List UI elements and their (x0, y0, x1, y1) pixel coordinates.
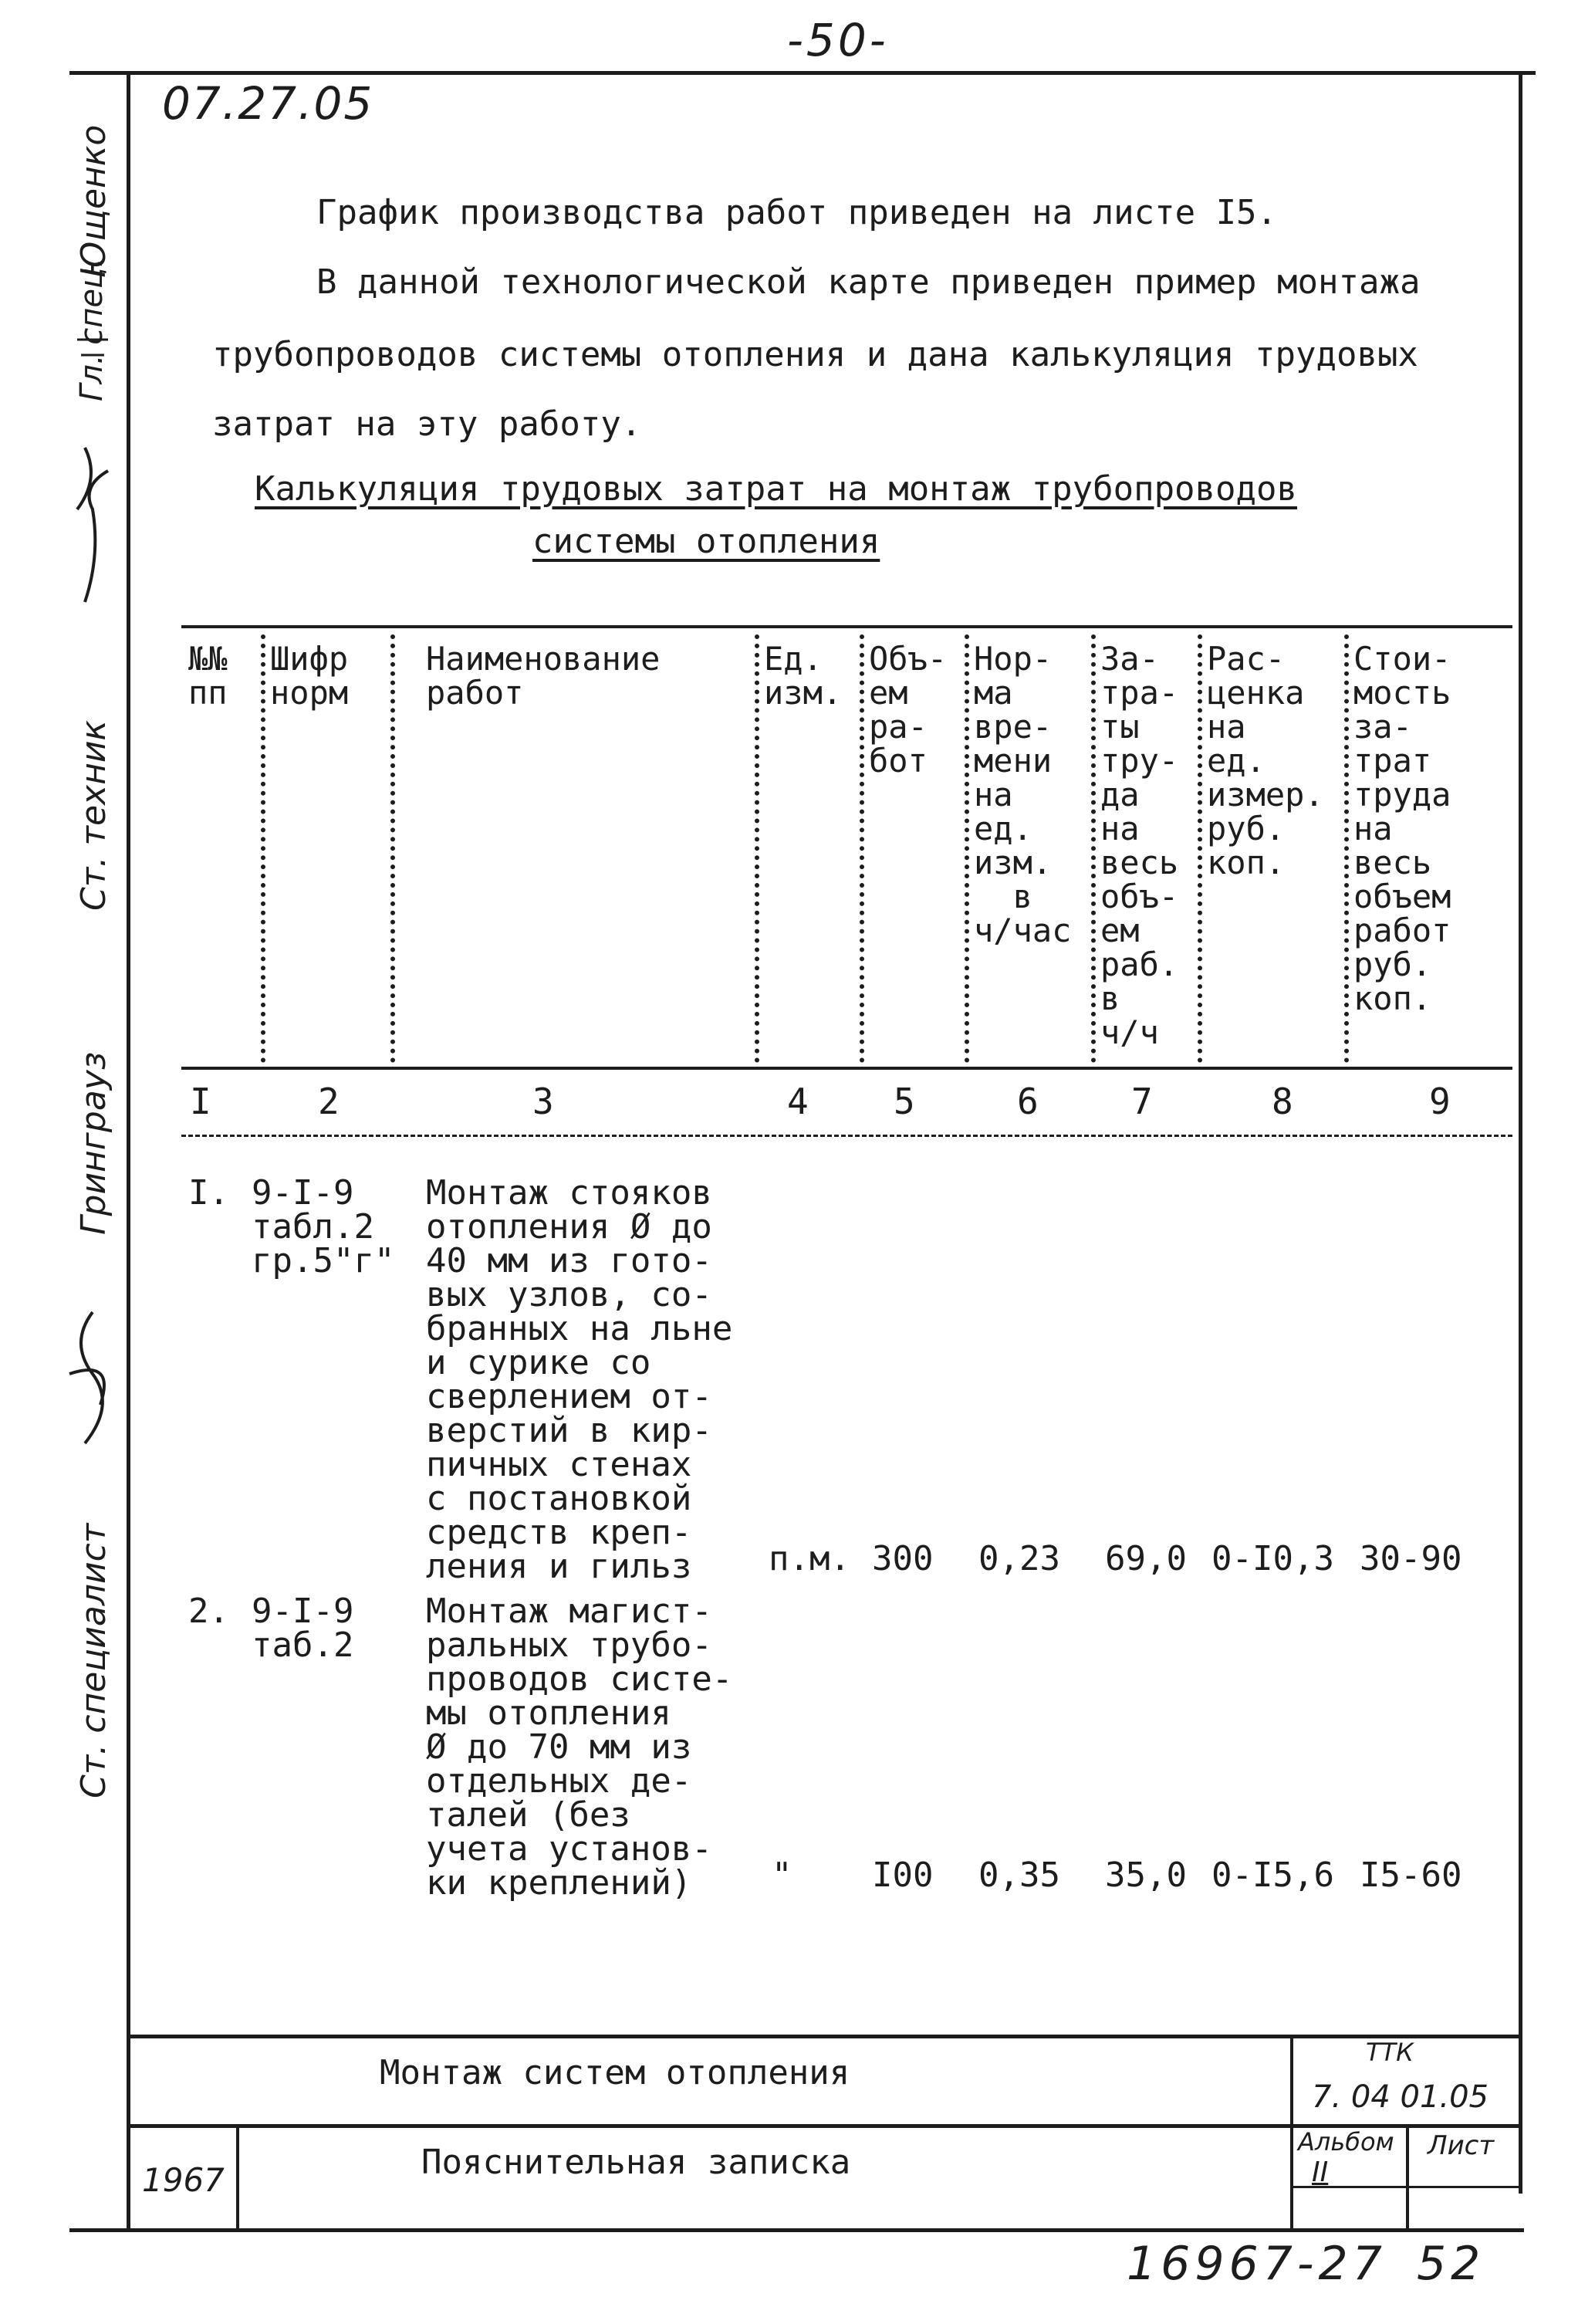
col-divider-8 (1344, 634, 1349, 1063)
header-cost: Стои- мость за- трат труда на весь объем работ руб. коп. (1353, 640, 1451, 1017)
col-divider-7 (1198, 634, 1202, 1063)
header-volume: Объ- ем ра- бот (869, 640, 948, 780)
header-number: №№ пп (188, 640, 228, 712)
margin-signature-2: Ющенко (74, 124, 113, 278)
table-row-2-rate: 0-I5,6 (1211, 1855, 1334, 1895)
table-row-2-unit: " (772, 1855, 792, 1895)
bottom-sheet-number: 52 (1417, 2237, 1485, 2291)
column-number-7: 7 (1131, 1081, 1153, 1122)
titleblock-ttk-label: ТТК (1366, 2038, 1414, 2067)
table-row-1-volume: 300 (872, 1539, 934, 1578)
table-numbers-dashed-line (181, 1135, 1512, 1137)
table-header-bottom-line (181, 1067, 1512, 1070)
column-number-9: 9 (1429, 1081, 1451, 1122)
table-row-1-code: 9-I-9 табл.2 гр.5"г" (252, 1173, 395, 1280)
titleblock-sheet-divider (1406, 2124, 1409, 2232)
bottom-document-number: 16967-27 (1127, 2237, 1387, 2291)
table-row-2-norm: 0,35 (978, 1855, 1060, 1895)
frame-right-line (1519, 71, 1522, 2194)
table-row-2-cost: I5-60 (1360, 1855, 1462, 1895)
col-divider-4 (860, 634, 864, 1063)
table-row-2-volume: I00 (872, 1855, 934, 1895)
margin-signature-3: Ст. техник (74, 719, 113, 911)
table-title-line-1: Калькуляция трудовых затрат на монтаж трубопроводов (255, 469, 1298, 509)
margin-scribbles (54, 108, 139, 1806)
table-row-2-number: 2. (188, 1592, 229, 1631)
col-divider-1 (261, 634, 265, 1063)
titleblock-top-line (127, 2035, 1522, 2038)
table-title-line-2: системы отопления (532, 522, 880, 561)
paragraph-line-2: трубопроводов системы отопления и дана калькуляция трудовых (212, 335, 1418, 374)
margin-signature-1: Гл. спец. (74, 258, 110, 401)
frame-top-line (69, 71, 1536, 75)
titleblock-year-divider (236, 2124, 239, 2232)
titleblock-year: 1967 (142, 2161, 225, 2199)
col-divider-5 (965, 634, 969, 1063)
titleblock-ttk-code: 7. 04 01.05 (1312, 2079, 1489, 2115)
titleblock-right-divider (1290, 2035, 1293, 2232)
titleblock-sheet-label: Лист (1428, 2130, 1495, 2161)
column-number-6: 6 (1017, 1081, 1039, 1122)
table-row-1-cost: 30-90 (1360, 1539, 1462, 1578)
column-number-8: 8 (1272, 1081, 1293, 1122)
header-unit: Ед. изм. (764, 640, 843, 712)
column-number-2: 2 (318, 1081, 340, 1122)
table-row-1-rate: 0-I0,3 (1211, 1539, 1334, 1578)
table-row-1-norm: 0,23 (978, 1539, 1060, 1578)
col-divider-3 (755, 634, 759, 1063)
table-top-line (181, 625, 1512, 628)
paragraph-line-1: В данной технологической карте приведен пример монтажа (316, 262, 1421, 302)
column-number-5: 5 (894, 1081, 915, 1122)
col-divider-2 (390, 634, 395, 1063)
header-name: Наименование работ (426, 640, 661, 712)
column-number-4: 4 (787, 1081, 809, 1122)
titleblock-album-value: II (1312, 2157, 1329, 2188)
titleblock-album-label: Альбом (1298, 2127, 1394, 2157)
column-number-3: 3 (532, 1081, 554, 1122)
table-row-1-number: I. (188, 1173, 229, 1213)
paragraph-schedule: График производства работ приведен на листе I5. (316, 193, 1278, 232)
paragraph-line-3: затрат на эту работу. (212, 404, 642, 444)
titleblock-doc-type: Пояснительная записка (421, 2143, 851, 2182)
col-divider-6 (1091, 634, 1096, 1063)
page-number: -50- (787, 14, 889, 66)
margin-signature-5: Ст. специалист (74, 1523, 113, 1798)
table-row-1-unit: п.м. (769, 1539, 850, 1578)
header-code: Шифр норм (270, 640, 349, 712)
header-norm: Нор- ма вре- мени на ед. изм. в ч/час (974, 640, 1072, 949)
table-row-1-labor: 69,0 (1105, 1539, 1187, 1578)
table-row-2-name: Монтаж магист- ральных трубо- проводов систе- мы отопления Ø до 70 мм из отдельных де- талей (без учета установ- ки креплений) (426, 1592, 733, 1903)
document-code: 07.27.05 (162, 77, 374, 130)
table-row-2-code: 9-I-9 таб.2 (252, 1592, 354, 1665)
table-row-1-name: Монтаж стояков отопления Ø до 40 мм из гото- вых узлов, со- бранных на льне и сурике со сверлением от- верстий в кир- пичных стенах с постановкой средств креп- ления и гильз (426, 1173, 733, 1586)
table-row-2-labor: 35,0 (1105, 1855, 1187, 1895)
titleblock-work-name: Монтаж систем отопления (380, 2053, 850, 2092)
margin-signature-4: Гринграуз (74, 1051, 113, 1235)
header-rate: Рас- ценка на ед. измер. руб. коп. (1207, 640, 1324, 881)
header-labor: За- тра- ты тру- да на весь объ- ем раб. в ч/ч (1100, 640, 1179, 1051)
column-number-1: I (190, 1081, 211, 1122)
frame-bottom-line (69, 2228, 1524, 2232)
